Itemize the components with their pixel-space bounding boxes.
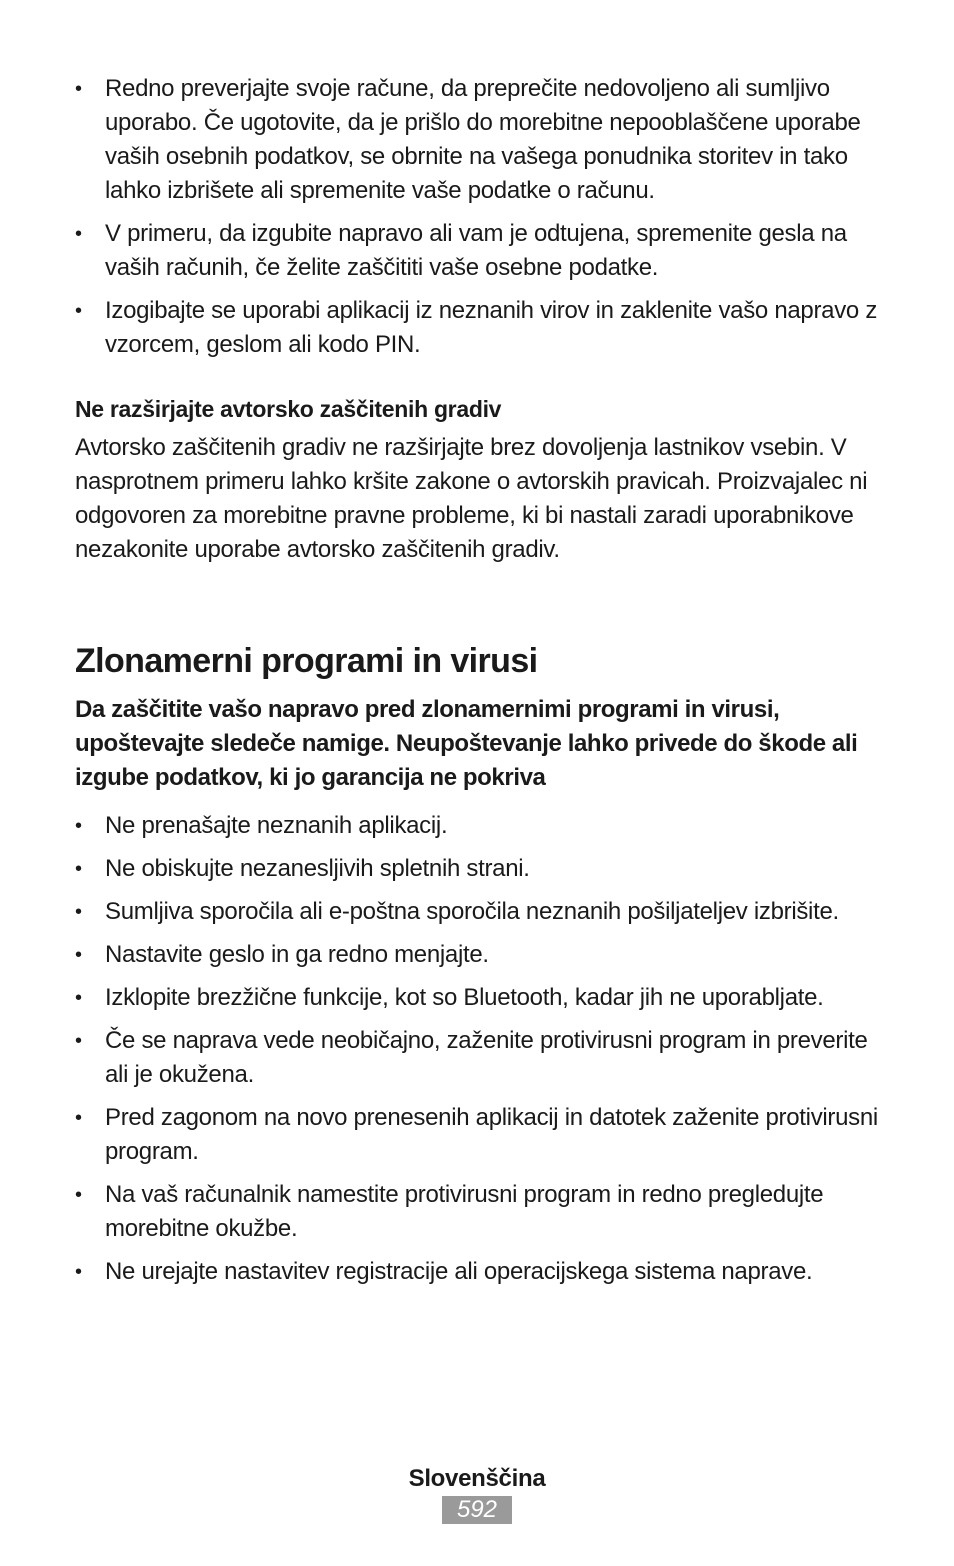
list-item: • Če se naprava vede neobičajno, zaženite protivirusni program in preverite ali je okužena. <box>75 1024 890 1092</box>
page-number: 592 <box>442 1496 512 1524</box>
section-intro: Da zaščitite vašo napravo pred zlonamernimi programi in virusi, upoštevajte sledeče namige. Neupoštevanje lahko privede do škode ali izgube podatkov, ki jo garancija ne pokriva <box>75 696 858 791</box>
list-item: • Redno preverjajte svoje račune, da preprečite nedovoljeno ali sumljivo uporabo. Če ugotovite, da je prišlo do morebitne nepooblaščene uporabe vaših osebnih podatkov, se obrnite na vašega ponudnika storitev in tako lahko izbrišete ali spremenite vaše podatke o računu. <box>75 72 890 208</box>
page-footer <box>0 1462 954 1524</box>
section-title: Zlonamerni programi in virusi <box>75 642 538 680</box>
list-item: • Na vaš računalnik namestite protivirusni program in redno pregledujte morebitne okužbe. <box>75 1178 890 1246</box>
list-item: • Izklopite brezžične funkcije, kot so Bluetooth, kadar jih ne uporabljate. <box>75 981 890 1015</box>
list-item: • Nastavite geslo in ga redno menjajte. <box>75 938 890 972</box>
footer-language: Slovenščina <box>408 1465 546 1492</box>
list-item: • Ne urejajte nastavitev registracije ali operacijskega sistema naprave. <box>75 1255 890 1289</box>
malware-tips-list <box>75 809 890 1289</box>
copyright-heading: Ne razširjajte avtorsko zaščitenih gradiv <box>75 396 502 422</box>
list-item: • Ne obiskujte nezanesljivih spletnih strani. <box>75 852 890 886</box>
list-item: • Ne prenašajte neznanih aplikacij. <box>75 809 890 843</box>
list-item: • Izogibajte se uporabi aplikacij iz neznanih virov in zaklenite vašo napravo z vzorcem, geslom ali kodo PIN. <box>75 294 890 362</box>
list-item: • Pred zagonom na novo prenesenih aplikacij in datotek zaženite protivirusni program. <box>75 1101 890 1169</box>
copyright-paragraph: Avtorsko zaščitenih gradiv ne razširjajte brez dovoljenja lastnikov vsebin. V nasprotnem primeru lahko kršite zakone o avtorskih pravicah. Proizvajalec ni odgovoren za morebitne pravne probleme, ki bi nastali zaradi uporabnikove nezakonite uporabe avtorsko zaščitenih gradiv. <box>75 434 868 563</box>
security-tips-list <box>75 72 890 362</box>
list-item: • V primeru, da izgubite napravo ali vam je odtujena, spremenite gesla na vaših računih, če želite zaščititi vaše osebne podatke. <box>75 217 890 285</box>
list-item: • Sumljiva sporočila ali e-poštna sporočila neznanih pošiljateljev izbrišite. <box>75 895 890 929</box>
page-content <box>75 72 890 1298</box>
